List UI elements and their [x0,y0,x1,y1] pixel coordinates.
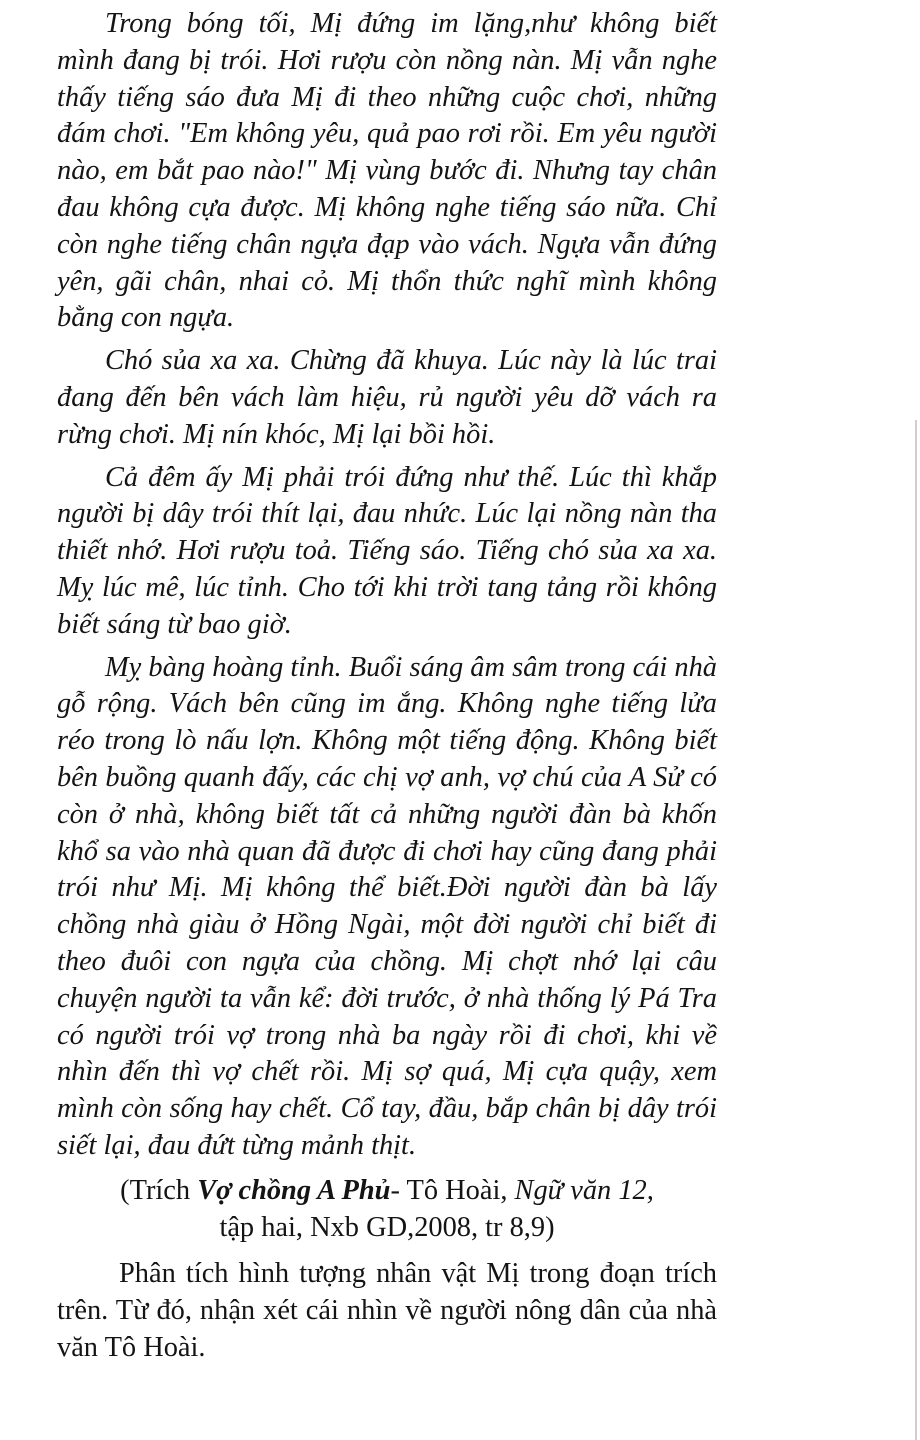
paragraph-4: Mỵ bàng hoàng tỉnh. Buổi sáng âm sâm trong cái nhà gỗ rộng. Vách bên cũng im ắng. Không nghe tiếng lửa réo trong lò nấu lợn. Không một tiếng động. Không biết bên buồng quanh đấy, các chị vợ anh, vợ chú của A Sử có còn ở nhà, không biết tất cả những người đàn bà khốn khổ sa vào nhà quan đã được đi chơi hay cũng đang phải trói như Mị. Mị không thể biết.Đời người đàn bà lấy chồng nhà giàu ở Hồng Ngài, một đời người chỉ biết đi theo đuôi con ngựa của chồng. Mị chợt nhớ lại câu chuyện người ta vẫn kể: đời trước, ở nhà thống lý Pá Tra có người trói vợ trong nhà ba ngày rồi đi chơi, khi về nhìn đến thì vợ chết rồi. Mị sợ quá, Mị cựa quậy, xem mình còn sống hay chết. Cổ tay, đầu, bắp chân bị dây trói siết lại, đau đứt từng mảnh thịt. [57,651,717,1161]
citation-author: - Tô Hoài, [390,1174,515,1206]
citation-details: tập hai, Nxb GD,2008, tr 8,9) [219,1211,555,1243]
task-prompt: Phân tích hình tượng nhân vật Mị trong đoạn trích trên. Từ đó, nhận xét cái nhìn về người nông dân của nhà văn Tô Hoài. [57,1258,717,1363]
text-column [57,6,717,1367]
citation-open: (Trích [120,1174,198,1206]
paragraph-1: Trong bóng tối, Mị đứng im lặng,như không biết mình đang bị trói. Hơi rượu còn nồng nàn. Mị vẫn nghe thấy tiếng sáo đưa Mị đi theo những cuộc chơi, những đám chơi. "Em không yêu, quả pao rơi rồi. Em yêu người nào, em bắt pao nào!" Mị vùng bước đi. Nhưng tay chân đau không cựa được. Mị không nghe tiếng sáo nữa. Chỉ còn nghe tiếng chân ngựa đạp vào vách. Ngựa vẫn đứng yên, gãi chân, nhai cỏ. Mị thổn thức nghĩ mình không bằng con ngựa. [57,8,717,334]
citation-work-title: Vợ chồng A Phủ [197,1174,391,1206]
citation-book: Ngữ văn 12, [514,1174,654,1206]
page-edge-line [915,420,917,1440]
paragraph-2: Chó sủa xa xa. Chừng đã khuya. Lúc này là lúc trai đang đến bên vách làm hiệu, rủ người yêu dỡ vách ra rừng chơi. Mị nín khóc, Mị lại bồi hồi. [57,345,717,450]
citation [57,1173,717,1247]
paragraph-3: Cả đêm ấy Mị phải trói đứng như thế. Lúc thì khắp người bị dây trói thít lại, đau nhức. Lúc lại nồng nàn tha thiết nhớ. Hơi rượu toả. Tiếng sáo. Tiếng chó sủa xa xa. Mỵ lúc mê, lúc tỉnh. Cho tới khi trời tang tảng rồi không biết sáng từ bao giờ. [57,461,717,640]
